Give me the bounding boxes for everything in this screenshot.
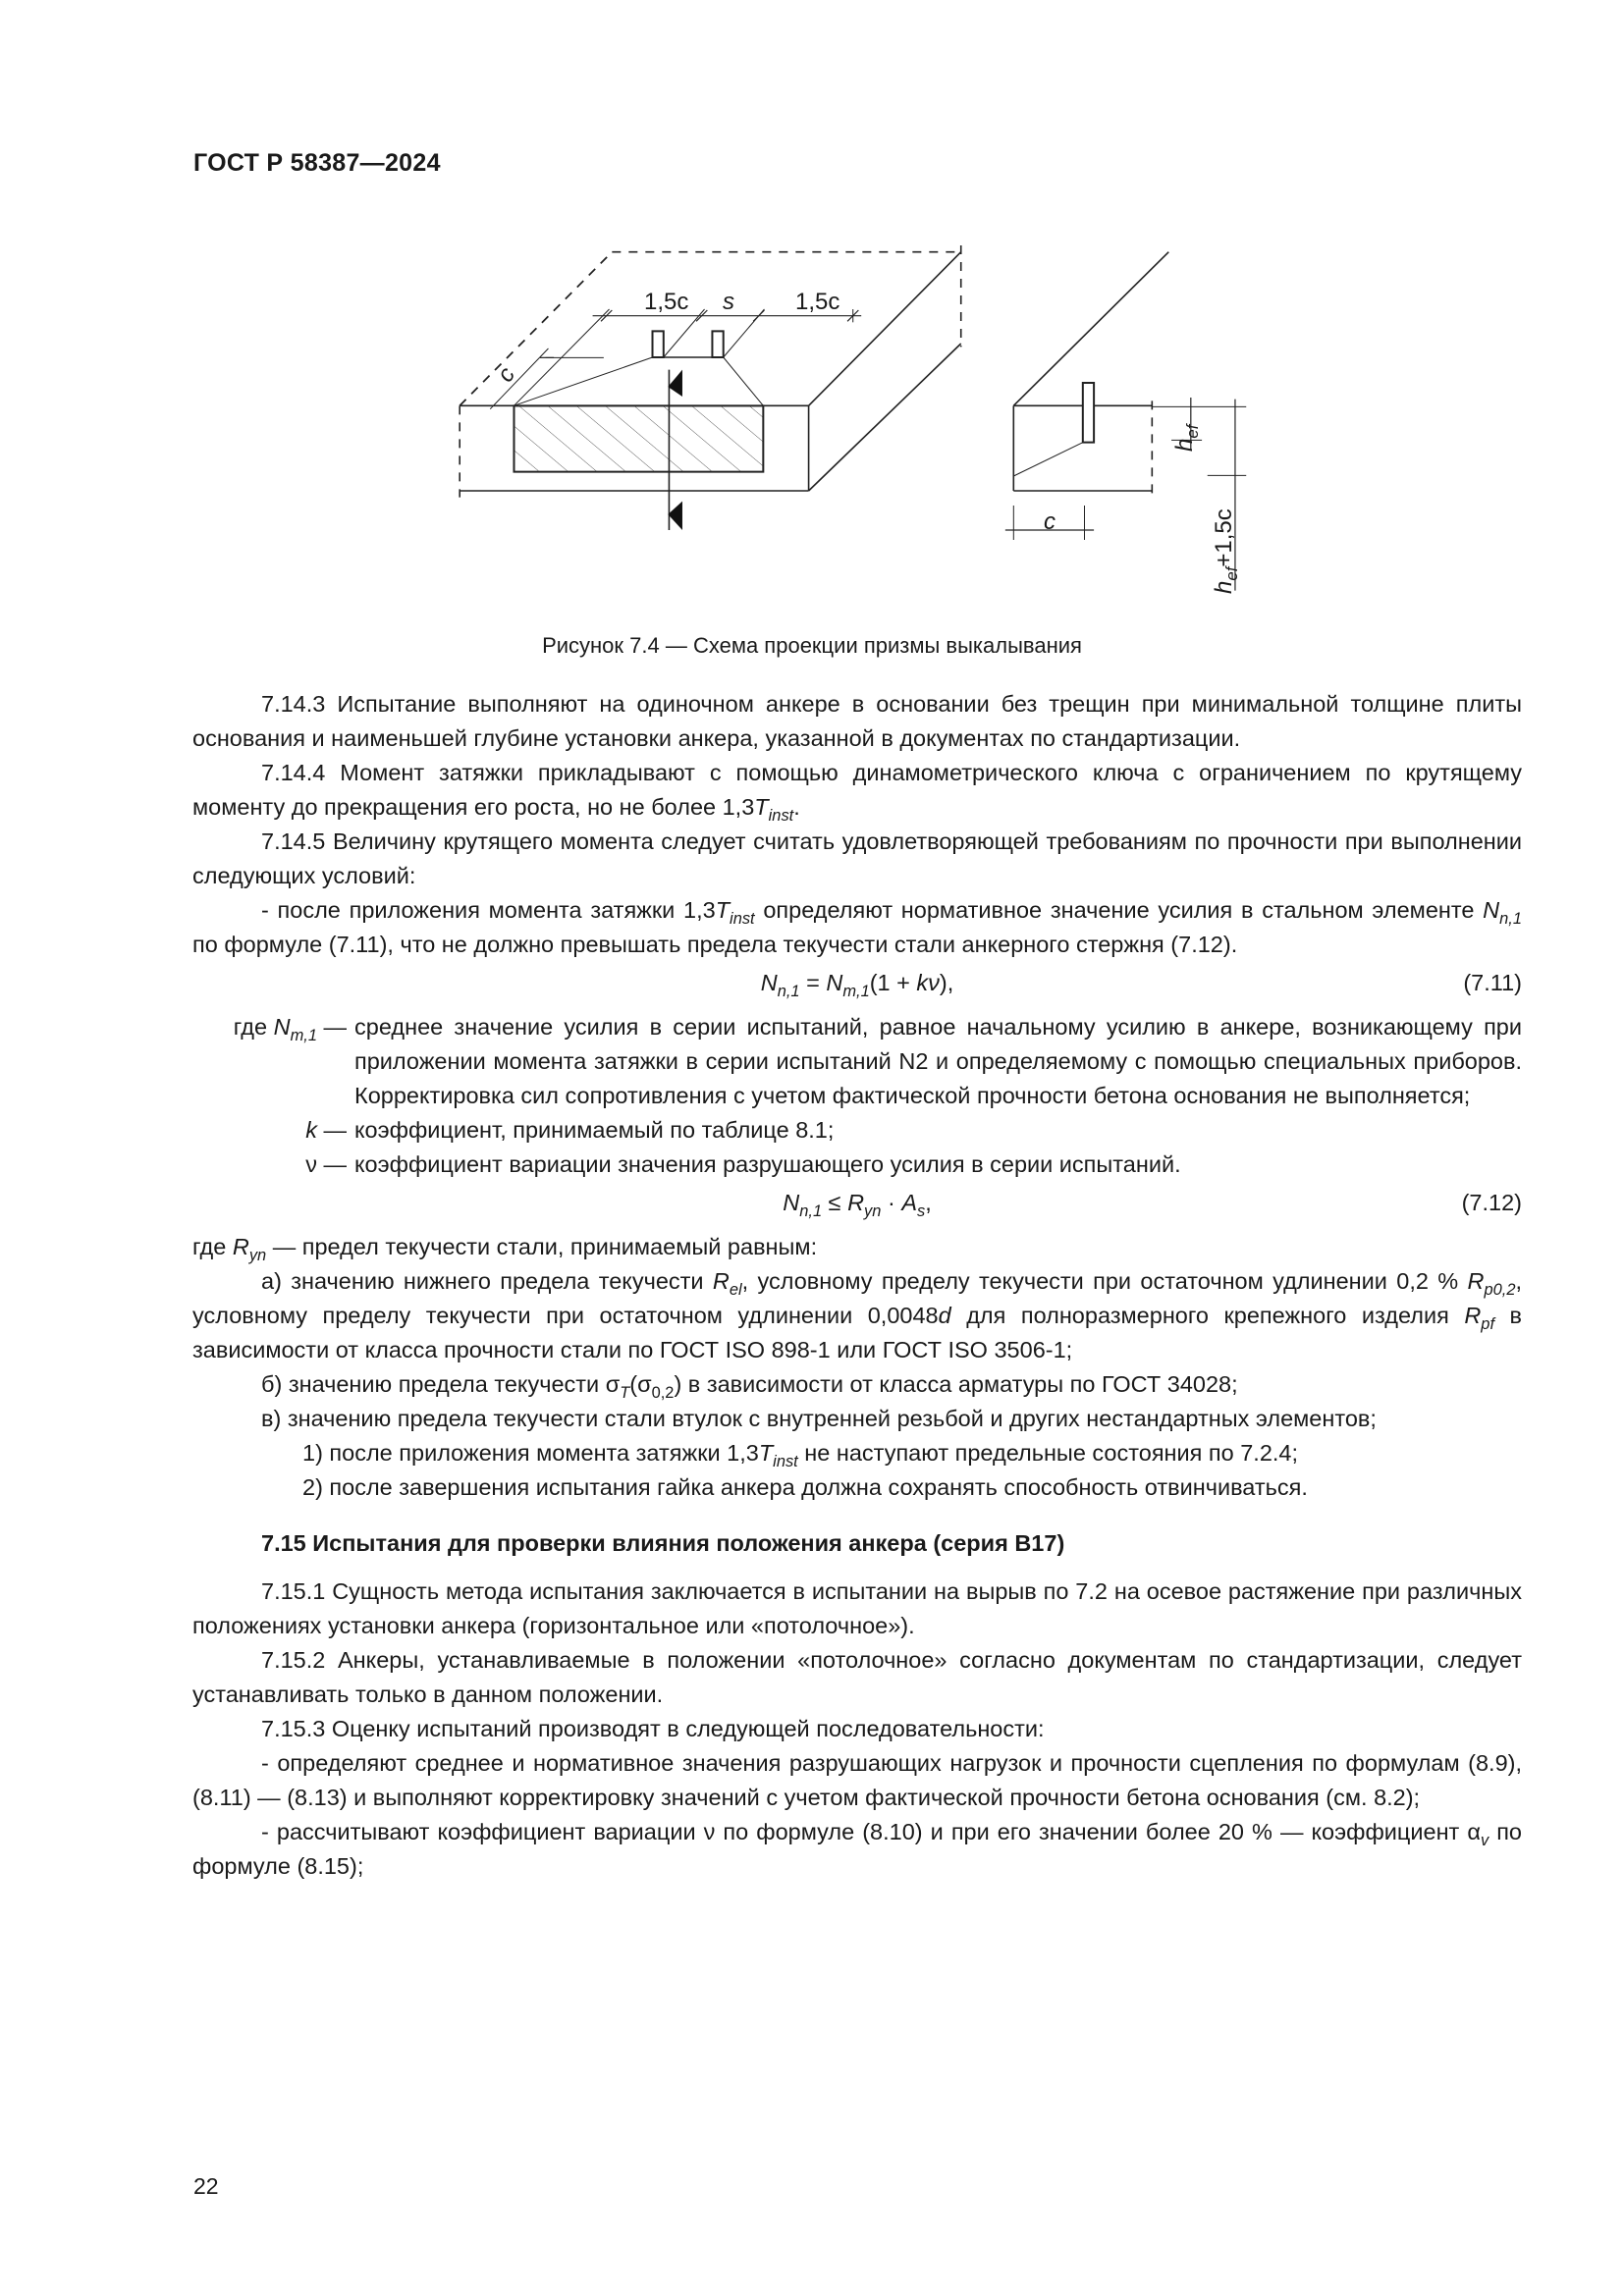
- dim-label-1-5c-left: [644, 291, 688, 314]
- text-run: коэффициент вариации значения разрушающего усилия в серии испытаний.: [354, 1151, 1181, 1177]
- dim-label-hef-plus-1-5c: [1211, 508, 1241, 594]
- anchor-1: [653, 331, 664, 357]
- text-run: 7.14.3 Испытание выполняют на одиночном анкере в основании без трещин при минимальной толщине плиты основания и наименьшей глубине установки анкера, указанной в документах по стандартизации.: [192, 691, 1522, 751]
- text-run: 7.15.1 Сущность метода испытания заключается в испытании на вырыв по 7.2 на осевое растяжение при различных положениях установки анкера (горизонтальное или «потолочное»).: [192, 1578, 1522, 1638]
- paragraph: [192, 1470, 1522, 1505]
- text-run: определяют нормативное значение усилия в стальном элементе: [754, 897, 1484, 923]
- paragraph: [192, 1402, 1522, 1436]
- text-run: - после приложения момента затяжки 1,3: [261, 897, 716, 923]
- math-run: N: [760, 970, 778, 995]
- text-run: ·: [881, 1190, 902, 1215]
- label-ef: ef: [1222, 566, 1241, 581]
- math-run: T: [620, 1384, 630, 1402]
- label-h: h: [1171, 438, 1198, 452]
- math-run: m,1: [842, 983, 870, 1000]
- dim-label-hef: [1171, 424, 1202, 452]
- paragraph: [192, 1712, 1522, 1746]
- text-run: б) значению предела текучести σ: [261, 1371, 621, 1397]
- text-run: ),: [939, 970, 954, 995]
- text-run: по формуле (7.11), что не должно превышать предела текучести стали анкерного стержня (7.12).: [192, 932, 1238, 957]
- text-run: , условному пределу текучести при остаточном удлинении 0,0048: [192, 1268, 1522, 1328]
- definition-item: [192, 1148, 1522, 1182]
- formula-number: (7.12): [1461, 1190, 1522, 1215]
- math-run: N: [826, 970, 843, 995]
- anchor-2: [712, 331, 723, 357]
- math-run: kν: [916, 970, 940, 995]
- text-run: ≤: [822, 1190, 848, 1215]
- dim-label-c-side: c: [1044, 508, 1056, 535]
- math-run: R: [712, 1268, 730, 1294]
- text-run: для полноразмерного крепежного изделия: [950, 1303, 1465, 1328]
- math-run: 0,2: [651, 1384, 675, 1402]
- text-run: .: [793, 794, 800, 820]
- math-run: n,1: [777, 983, 800, 1000]
- math-run: T: [754, 794, 769, 820]
- text-run: 7.15 Испытания для проверки влияния положения анкера (серия В17): [261, 1530, 1065, 1556]
- math-run: v: [1480, 1832, 1489, 1849]
- section-heading: [192, 1526, 1522, 1561]
- paragraph: [192, 756, 1522, 825]
- label-text: 1,5c: [644, 289, 689, 315]
- prism-projection-diagram: [432, 236, 1296, 648]
- math-run: n,1: [799, 1202, 823, 1220]
- definition-item: [192, 1010, 1522, 1113]
- text-run: , условному пределу текучести при остаточном удлинении 0,2 %: [741, 1268, 1468, 1294]
- math-run: p0,2: [1484, 1281, 1516, 1299]
- definition-item: [192, 1113, 1522, 1148]
- text-run: ν: [305, 1151, 317, 1177]
- section-arrow-top: [668, 370, 682, 397]
- math-run: R: [847, 1190, 865, 1215]
- text-run: в) значению предела текучести стали втулок с внутренней резьбой и других нестандартных элементов;: [261, 1406, 1377, 1431]
- formula-expression: [760, 970, 954, 1000]
- text-run: коэффициент, принимаемый по таблице 8.1;: [354, 1117, 835, 1143]
- paragraph: [192, 893, 1522, 962]
- paragraph: [192, 1230, 1522, 1264]
- figure-7-4: [432, 236, 1296, 648]
- math-run: n,1: [1499, 910, 1522, 928]
- text-run: не наступают предельные состояния по 7.2.4;: [797, 1440, 1299, 1466]
- text-run: где: [192, 1234, 233, 1259]
- paragraph: [192, 1815, 1522, 1884]
- paragraph: [192, 825, 1522, 893]
- math-run: R: [1464, 1303, 1482, 1328]
- math-run: yn: [864, 1202, 882, 1220]
- text-run: —: [316, 1014, 347, 1040]
- definition-text: [354, 1148, 1522, 1182]
- text-run: 2) после завершения испытания гайка анкера должна сохранять способность отвинчиваться.: [302, 1474, 1308, 1500]
- label-ef: ef: [1183, 424, 1202, 439]
- dim-label-c-top: c: [491, 362, 521, 387]
- text-run: 7.14.4 Момент затяжки прикладывают с помощью динамометрического ключа с ограничением по крутящему моменту до прекращения его роста, но не более 1,3: [192, 760, 1522, 820]
- paragraph: [192, 1643, 1522, 1712]
- text-run: - рассчитывают коэффициент вариации ν по формуле (8.10) и при его значении более 20 % — коэффициент α: [261, 1819, 1481, 1844]
- document-body: [192, 687, 1522, 1884]
- label-h: h: [1211, 580, 1237, 594]
- paragraph: [192, 1264, 1522, 1367]
- text-run: 7.14.5 Величину крутящего момента следует считать удовлетворяющей требованиям по прочности при выполнении следующих условий:: [192, 828, 1522, 888]
- text-run: среднее значение усилия в серии испытаний, равное начальному усилию в анкере, возникающему при приложении момента затяжки в серии испытаний N2 и определяемому с помощью специальных приборов. Корректировка сил сопротивления с учетом фактической прочности бетона основания не выполняется;: [354, 1014, 1522, 1108]
- text-run: 7.15.3 Оценку испытаний производят в следующей последовательности:: [261, 1716, 1045, 1741]
- paragraph: [192, 1746, 1522, 1815]
- text-run: - определяют среднее и нормативное значения разрушающих нагрузок и прочности сцепления по формулам (8.9), (8.11) — (8.13) и выполняют корректировку значений с учетом фактической прочности бетона основания (см. 8.2);: [192, 1750, 1522, 1810]
- definition-text: [354, 1113, 1522, 1148]
- text-run: —: [316, 1151, 347, 1177]
- formula-expression: [783, 1190, 932, 1220]
- page-number: 22: [193, 2173, 219, 2199]
- text-run: ) в зависимости от класса арматуры по ГОСТ 34028;: [674, 1371, 1238, 1397]
- definition-symbol: [192, 1148, 354, 1182]
- text-run: — предел текучести стали, принимаемый равным:: [266, 1234, 818, 1259]
- math-run: yn: [248, 1247, 267, 1264]
- paragraph: [192, 1367, 1522, 1402]
- math-run: m,1: [290, 1027, 317, 1044]
- formula-number: (7.11): [1463, 970, 1522, 995]
- text-run: где: [233, 1014, 274, 1040]
- anchor-side: [1083, 383, 1094, 443]
- math-run: inst: [773, 1453, 798, 1470]
- math-run: N: [273, 1014, 291, 1040]
- dim-label-1-5c-right: 1,5c: [795, 289, 840, 315]
- math-run: T: [715, 897, 731, 923]
- math-run: inst: [730, 910, 755, 928]
- math-run: R: [1467, 1268, 1485, 1294]
- paragraph: [192, 1575, 1522, 1643]
- text-run: а) значению нижнего предела текучести: [261, 1268, 713, 1294]
- section-arrow-bottom: [668, 502, 682, 530]
- paragraph: [192, 687, 1522, 756]
- math-run: d: [938, 1303, 951, 1328]
- paragraph: [192, 1436, 1522, 1470]
- math-run: inst: [768, 807, 794, 825]
- definition-text: [354, 1010, 1522, 1113]
- math-run: s: [917, 1202, 926, 1220]
- math-run: T: [758, 1440, 774, 1466]
- math-run: A: [901, 1190, 917, 1215]
- math-run: N: [1483, 897, 1500, 923]
- math-run: N: [783, 1190, 800, 1215]
- text-run: (1 +: [869, 970, 917, 995]
- text-run: —: [316, 1117, 347, 1143]
- text-run: (σ: [629, 1371, 652, 1397]
- math-run: R: [232, 1234, 249, 1259]
- text-run: в зависимости от класса прочности стали по ГОСТ ISO 898-1 или ГОСТ ISO 3506-1;: [192, 1303, 1523, 1362]
- definition-symbol: [192, 1010, 354, 1113]
- math-run: pf: [1481, 1315, 1495, 1333]
- formula: [192, 966, 1522, 1000]
- text-run: =: [799, 970, 827, 995]
- math-run: k: [305, 1117, 317, 1143]
- hatched-projection: [514, 405, 763, 471]
- text-run: по формуле (8.15);: [192, 1819, 1522, 1879]
- definition-symbol: [192, 1113, 354, 1148]
- document-header: ГОСТ Р 58387—2024: [193, 149, 441, 177]
- label-plus: +1,5c: [1211, 508, 1237, 567]
- formula: [192, 1186, 1522, 1220]
- text-run: 7.15.2 Анкеры, устанавливаемые в положении «потолочное» согласно документам по стандартизации, следует устанавливать только в данном положении.: [192, 1647, 1522, 1707]
- figure-caption: Рисунок 7.4 — Схема проекции призмы выкалывания: [542, 633, 1082, 658]
- math-run: el: [729, 1281, 742, 1299]
- dim-label-s: s: [723, 289, 734, 315]
- text-run: 1) после приложения момента затяжки 1,3: [302, 1440, 759, 1466]
- text-run: ,: [925, 1190, 932, 1215]
